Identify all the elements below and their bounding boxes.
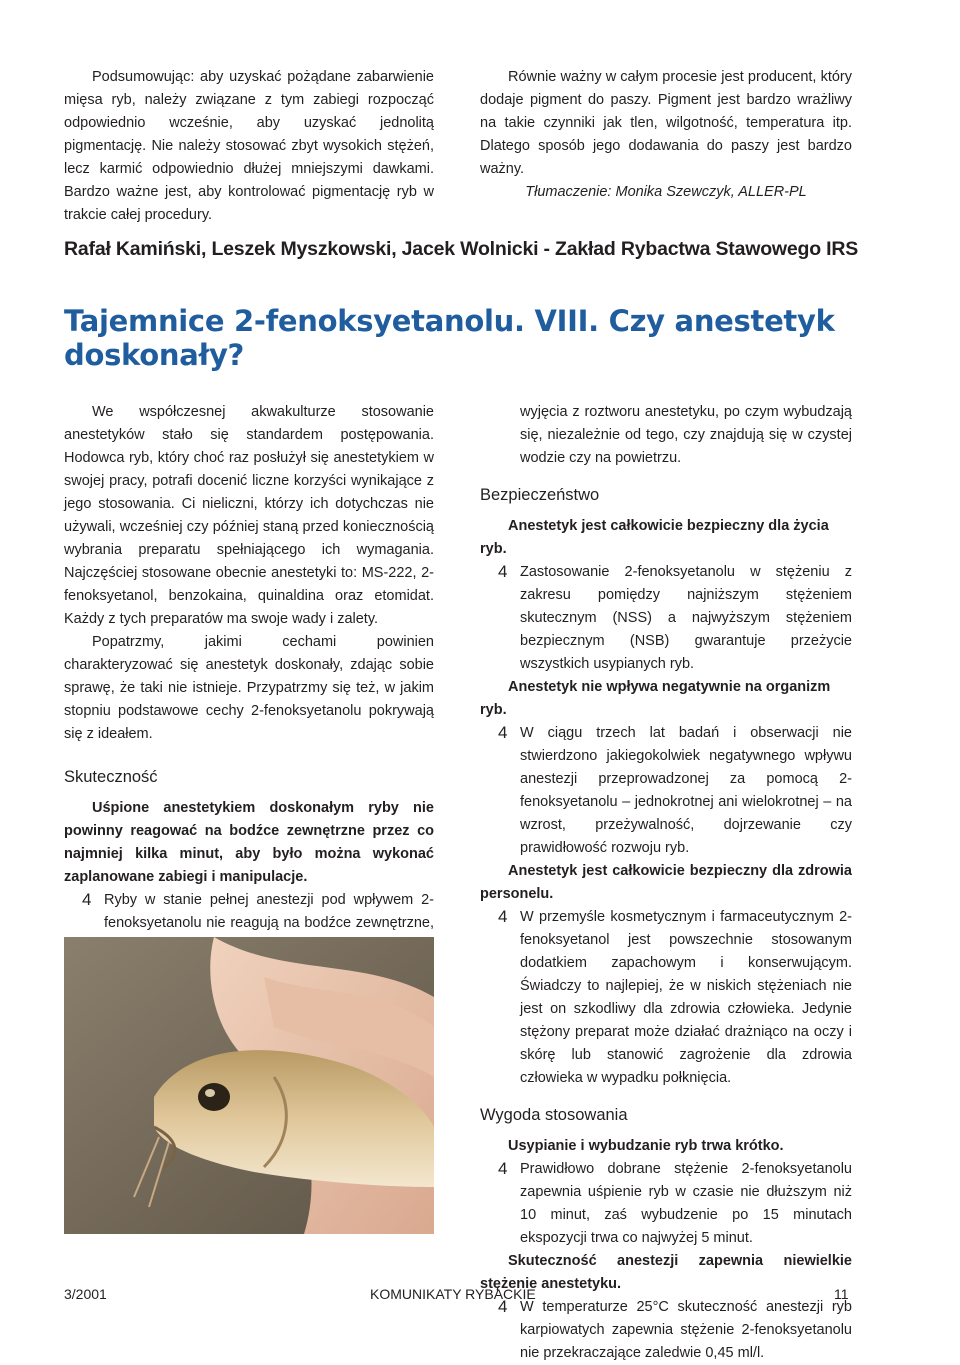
article-title <box>64 304 884 372</box>
title-line-1: Tajemnice 2-fenoksyetanolu. VIII. Czy anestetyk <box>64 304 835 338</box>
subheading-safe-for-fish: Anestetyk jest całkowicie bezpieczny dla życia ryb. <box>480 518 829 557</box>
bullet-item <box>480 1158 852 1250</box>
subheading-safe-for-personnel: Anestetyk jest całkowicie bezpieczny dla zdrowia personelu. <box>480 863 852 902</box>
bullet-continuation <box>480 401 852 470</box>
bullet-number: 4 <box>498 562 508 581</box>
intro-summary-paragraph: Podsumowując: aby uzyskać pożądane zabarwienie mięsa ryb, należy związane z tym zabiegi rozpocząć odpowiednio wcześnie, aby uzyskać jednolitą pigmentację. Nie należy stosować zbyt wysokich stężeń, lecz karmić odpowiednio dłużej mniejszymi dawkami. Bardzo ważne jest, aby kontrolować pigmentację ryb w trakcie całej procedury. <box>64 69 434 223</box>
bullet-text: Prawidłowo dobrane stężenie 2-fenoksyetanolu zapewnia uśpienie ryb w czasie nie dłuższym niż 10 minut, zaś wybudzenie po 15 minutach ekspozycji trwa co najwyżej 5 minut. <box>520 1161 852 1246</box>
bullet-item <box>480 561 852 676</box>
title-line-2: doskonały? <box>64 338 245 372</box>
bullet-item <box>480 722 852 860</box>
section-heading-bezpieczenstwo: Bezpieczeństwo <box>480 486 600 504</box>
bullet-number: 4 <box>498 1297 508 1316</box>
footer-journal: KOMUNIKATY RYBACKIE <box>370 1286 536 1302</box>
subheading-short-time: Usypianie i wybudzanie ryb trwa krótko. <box>508 1138 784 1154</box>
bullet-text: W ciągu trzech lat badań i obserwacji nie stwierdzono jakiegokolwiek negatywnego wpływu anestezji przeprowadzonej za pomocą 2-fenoksyetanolu – jednokrotnej ani wielokrotnej – na wzrost, przeżywalność, dojrzewanie czy prawidłowość rozwoju ryb. <box>520 725 852 856</box>
section-heading-wygoda: Wygoda stosowania <box>480 1106 628 1124</box>
bullet-text: Ryby w stanie pełnej anestezji pod wpływem 2-fenoksyetanolu nie reagują na bodźce zewnętrzne, <box>104 892 434 931</box>
subheading-low-concentration: Skuteczność anestezji zapewnia niewielkie stężenie anestetyku. <box>480 1253 852 1292</box>
bullet-number: 4 <box>498 1159 508 1178</box>
ideal-paragraph: Popatrzmy, jakimi cechami powinien charakteryzować się anestetyk doskonały, zdając sobie sprawę, że taki nie istnieje. Przypatrzmy się też, w jakim stopniu podstawowe cechy 2-fenoksyetanolu pokrywają się z ideałem. <box>64 634 434 742</box>
bullet-text: W temperaturze 25°C skuteczność anestezji ryb karpiowatych zapewnia stężenie 2-fenoksyetanolu nie przekraczające zaledwie 0,45 ml/l. <box>520 1299 852 1361</box>
authors-byline: Rafał Kamiński, Leszek Myszkowski, Jacek Wolnicki - Zakład Rybactwa Stawowego IRS <box>64 238 859 260</box>
producent-paragraph: Równie ważny w całym procesie jest producent, który dodaje pigment do paszy. Pigment jest bardzo wrażliwy na takie czynniki jak tlen, wilgotność, temperatura itp. Dlatego sposób jego dodawania do paszy jest bardzo ważny. <box>480 69 852 177</box>
footer-issue: 3/2001 <box>64 1286 107 1302</box>
bullet-text: W przemyśle kosmetycznym i farmaceutycznym 2-fenoksyetanol jest powszechnie stosowanym dodatkiem zapachowym i konserwującym. Świadczy to najlepiej, że w niskich stężeniach nie jest on szkodliwy dla zdrowia człowieka. Jedynie stężony preparat może działać drażniąco na oczy i skórę lub stanowić zagrożenie dla zdrowia człowieka w wypadku połknięcia. <box>520 909 852 1086</box>
footer-page-number: 11 <box>834 1286 849 1302</box>
top-right-block <box>480 66 852 204</box>
left-column <box>64 401 434 1004</box>
translation-credit: Tłumaczenie: Monika Szewczyk, ALLER-PL <box>525 184 807 200</box>
bullet-number: 4 <box>498 723 508 742</box>
right-column <box>480 401 852 1365</box>
section-heading-skutecznosc: Skuteczność <box>64 768 158 786</box>
bullet-continuation-text: wyjęcia z roztworu anestetyku, po czym wybudzają się, niezależnie od tego, czy znajdują się w czystej wodzie czy na powietrzu. <box>520 404 852 466</box>
subheading-no-negative-effect: Anestetyk nie wpływa negatywnie na organizm ryb. <box>480 679 831 718</box>
intro-paragraph: We współczesnej akwakulturze stosowanie anestetyków stało się standardem postępowania. Hodowca ryb, który choć raz posłużył się anestetykiem w swojej pracy, potrafi docenić liczne korzyści wynikające z jego stosowania. Ci nieliczni, którzy ich dotychczas nie używali, wcześniej czy później staną przed koniecznością wybrania preparatu spełniającego ich wymagania. Najczęściej stosowane obecnie anestetyki to: MS-222, 2-fenoksyetanol, benzokaina, quinaldina oraz etomidat. Każdy z tych preparatów ma swoje wady i zalety. <box>64 404 434 627</box>
bullet-item <box>480 906 852 1090</box>
bullet-number: 4 <box>82 890 92 909</box>
bullet-text: Zastosowanie 2-fenoksyetanolu w stężeniu z zakresu pomiędzy najniższym stężeniem skutecznym (NSS) a najwyższym stężeniem bezpiecznym (NSB) gwarantuje przeżycie wszystkich usypianych ryb. <box>520 564 852 672</box>
bullet-item <box>480 1296 852 1365</box>
bullet-number: 4 <box>498 907 508 926</box>
fish-photo <box>64 937 434 1234</box>
requirement-bold: Uśpione anestetykiem doskonałym ryby nie powinny reagować na bodźce zewnętrzne przez co najmniej kilka minut, aby było można wykonać zaplanowane zabiegi i manipulacje. <box>64 800 434 885</box>
fish-illustration <box>64 937 434 1234</box>
